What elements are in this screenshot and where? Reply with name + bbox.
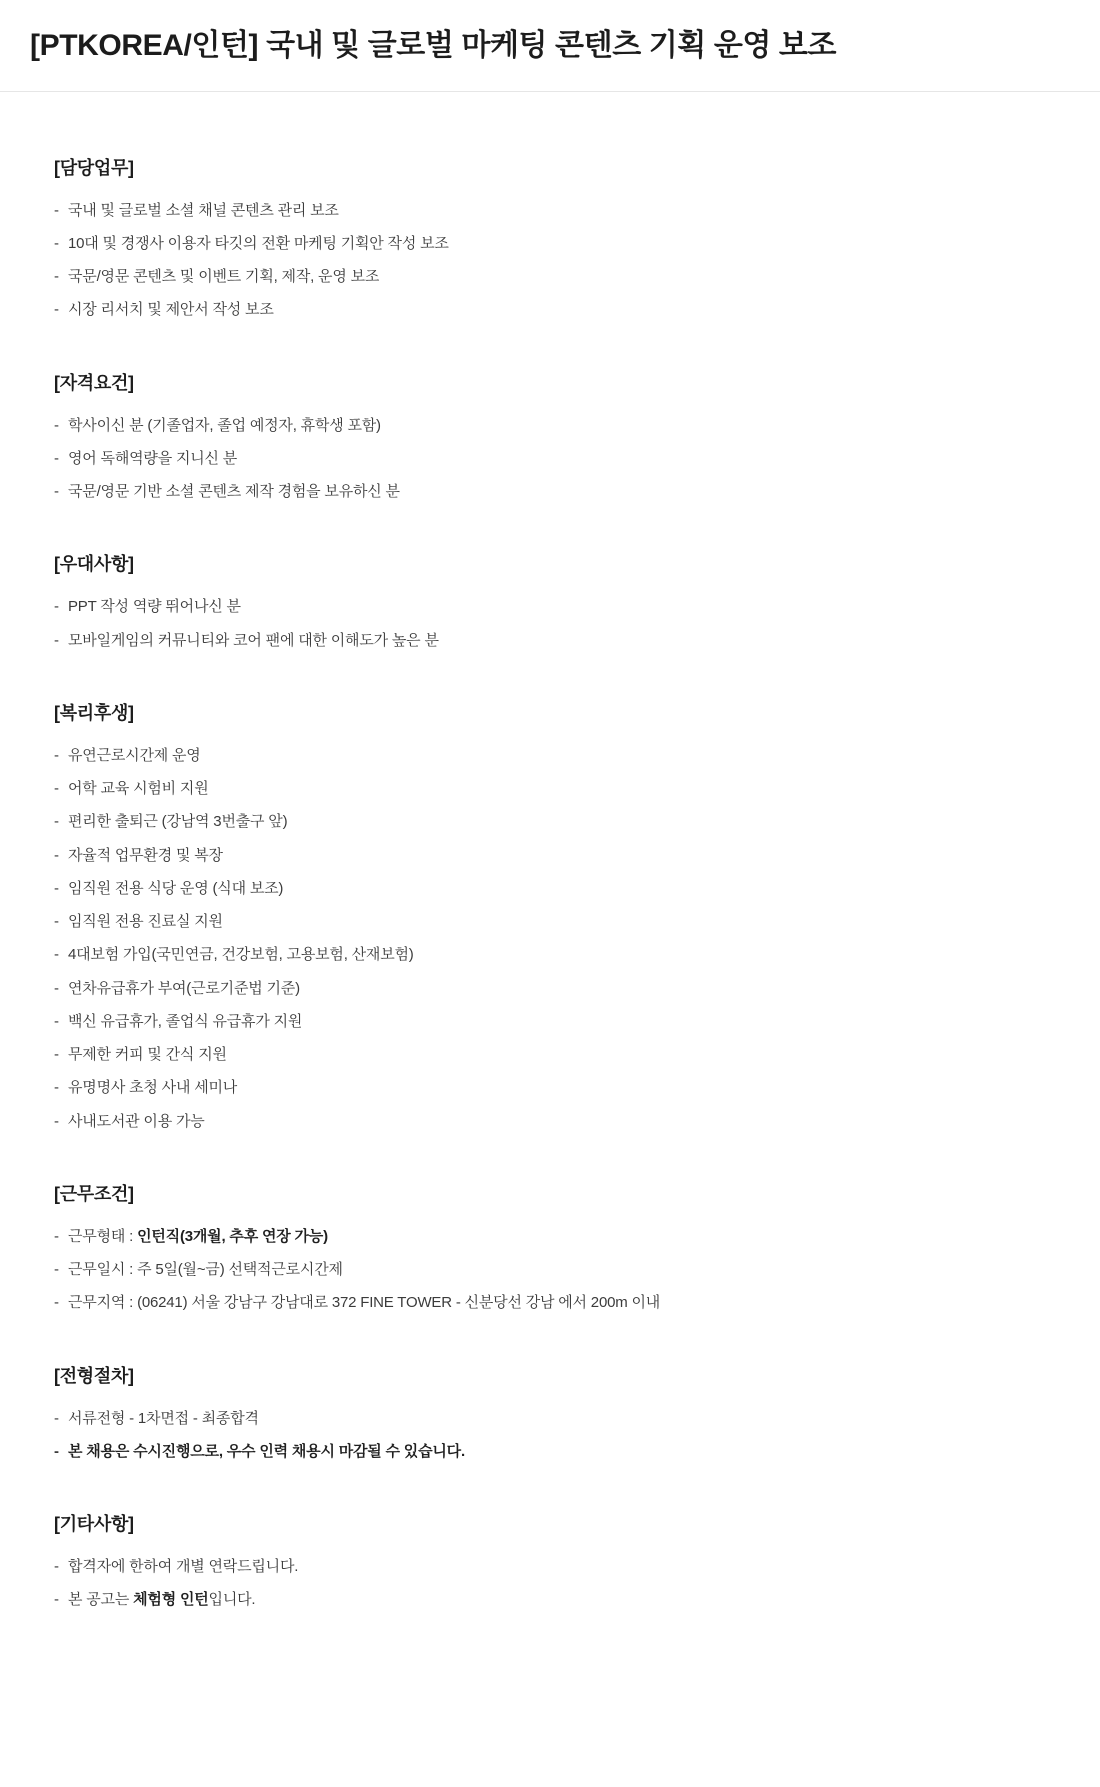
list-item xyxy=(54,475,1070,508)
list-item xyxy=(54,590,1070,623)
bullet-dash: - xyxy=(54,1261,59,1278)
list-item xyxy=(54,1220,1070,1253)
list-item xyxy=(54,972,1070,1005)
section-item-list xyxy=(54,1402,1070,1469)
list-item xyxy=(54,1435,1070,1468)
list-item-text: PPT 작성 역량 뛰어나신 분 xyxy=(68,598,241,616)
bullet-dash: - xyxy=(54,1112,59,1130)
list-item-label: 본 공고는 xyxy=(68,1591,134,1609)
section xyxy=(54,550,1070,657)
list-item-text: 편리한 출퇴근 (강남역 3번출구 앞) xyxy=(68,813,288,831)
bullet-dash: - xyxy=(54,449,59,467)
section-title: [우대사항] xyxy=(54,554,134,575)
list-item xyxy=(54,1286,1070,1319)
section xyxy=(54,699,1070,1138)
list-item-text: 임직원 전용 식당 운영 (식대 보조) xyxy=(68,879,284,897)
list-item-text: 자율적 업무환경 및 복장 xyxy=(68,846,223,864)
list-item xyxy=(54,194,1070,227)
bullet-dash: - xyxy=(54,1046,59,1063)
list-item-emphasis: 인턴직(3개월, 추후 연장 가능) xyxy=(137,1227,328,1245)
list-item-text: 국문/영문 콘텐츠 및 이벤트 기획, 제작, 운영 보조 xyxy=(68,268,380,285)
list-item xyxy=(54,227,1070,260)
list-item-text: 4대보험 가입(국민연금, 건강보험, 고용보험, 산재보험) xyxy=(68,946,414,964)
list-item-text: 유명명사 초청 사내 세미나 xyxy=(68,1079,238,1097)
bullet-dash: - xyxy=(54,913,59,930)
list-item xyxy=(54,1005,1070,1038)
section-title: [자격요건] xyxy=(54,372,134,393)
bullet-dash: - xyxy=(54,1294,59,1312)
section xyxy=(54,1510,1070,1617)
bullet-dash: - xyxy=(54,301,59,319)
list-item xyxy=(54,409,1070,442)
list-item-text: 백신 유급휴가, 졸업식 유급휴가 지원 xyxy=(68,1012,303,1030)
list-item-text: 임직원 전용 진료실 지원 xyxy=(68,913,223,930)
list-item xyxy=(54,1583,1070,1616)
list-item-text: 어학 교육 시험비 지원 xyxy=(68,780,209,797)
list-item xyxy=(54,442,1070,475)
list-item xyxy=(54,1402,1070,1435)
section-item-list xyxy=(54,739,1070,1138)
bullet-dash: - xyxy=(54,598,59,616)
list-item xyxy=(54,293,1070,326)
list-item-text: 영어 독해역량을 지니신 분 xyxy=(68,449,238,467)
list-item-text: 10대 및 경쟁사 이용자 타깃의 전환 마케팅 기획안 작성 보조 xyxy=(68,234,449,252)
bullet-dash: - xyxy=(54,746,59,764)
bullet-dash: - xyxy=(54,1227,59,1245)
section-title: [복리후생] xyxy=(54,702,134,723)
bullet-dash: - xyxy=(54,483,59,500)
list-item-text: 학사이신 분 (기졸업자, 졸업 예정자, 휴학생 포함) xyxy=(68,416,381,434)
bullet-dash: - xyxy=(54,234,59,252)
bullet-dash: - xyxy=(54,1558,59,1575)
list-item-text: 국내 및 글로벌 소셜 채널 콘텐츠 관리 보조 xyxy=(68,201,339,219)
list-item xyxy=(54,938,1070,971)
list-item-text: 시장 리서치 및 제안서 작성 보조 xyxy=(68,301,274,319)
section-item-list xyxy=(54,194,1070,327)
bullet-dash: - xyxy=(54,1442,59,1460)
bullet-dash: - xyxy=(54,879,59,897)
section-item-list xyxy=(54,1220,1070,1320)
section-item-list xyxy=(54,590,1070,657)
list-item-label: 근무형태 : xyxy=(68,1227,138,1245)
section-title: [근무조건] xyxy=(54,1183,134,1204)
page-title: [PTKOREA/인턴] 국내 및 글로벌 마케팅 콘텐츠 기획 운영 보조 xyxy=(30,29,837,62)
section-item-list xyxy=(54,409,1070,509)
bullet-dash: - xyxy=(54,1079,59,1097)
list-item xyxy=(54,1105,1070,1138)
bullet-dash: - xyxy=(54,846,59,864)
list-item-text: 근무지역 : (06241) 서울 강남구 강남대로 372 FINE TOWER - 신분당선 강남 에서 200m 이내 xyxy=(68,1294,661,1312)
list-item-text-tail: 입니다. xyxy=(208,1591,256,1609)
bullet-dash: - xyxy=(54,416,59,434)
list-item xyxy=(54,1038,1070,1071)
section-title: [기타사항] xyxy=(54,1514,134,1534)
list-item-text: 본 채용은 수시진행으로, 우수 인력 채용시 마감될 수 있습니다. xyxy=(68,1442,465,1460)
list-item xyxy=(54,1071,1070,1104)
page-header xyxy=(0,0,1100,92)
section-item-list xyxy=(54,1550,1070,1617)
list-item-text: 무제한 커피 및 간식 지원 xyxy=(68,1046,227,1063)
list-item xyxy=(54,905,1070,938)
bullet-dash: - xyxy=(54,1409,59,1427)
list-item xyxy=(54,739,1070,772)
section xyxy=(54,154,1070,327)
list-item-text: 연차유급휴가 부여(근로기준법 기준) xyxy=(68,979,300,997)
list-item xyxy=(54,260,1070,293)
bullet-dash: - xyxy=(54,1012,59,1030)
bullet-dash: - xyxy=(54,201,59,219)
list-item xyxy=(54,624,1070,657)
bullet-dash: - xyxy=(54,631,59,649)
section-title: [전형절차] xyxy=(54,1365,134,1386)
section xyxy=(54,1180,1070,1320)
list-item xyxy=(54,772,1070,805)
bullet-dash: - xyxy=(54,946,59,964)
list-item-text: 합격자에 한하여 개별 연락드립니다. xyxy=(68,1558,299,1575)
posting-body xyxy=(0,92,1100,1657)
list-item xyxy=(54,1550,1070,1583)
sections-container xyxy=(54,154,1070,1617)
bullet-dash: - xyxy=(54,979,59,997)
list-item-text: 국문/영문 기반 소셜 콘텐츠 제작 경험을 보유하신 분 xyxy=(68,483,400,500)
list-item-text: 사내도서관 이용 가능 xyxy=(68,1112,205,1130)
list-item-text: 근무일시 : 주 5일(월~금) 선택적근로시간제 xyxy=(68,1261,343,1278)
list-item-emphasis: 체험형 인턴 xyxy=(133,1591,209,1609)
bullet-dash: - xyxy=(54,268,59,285)
bullet-dash: - xyxy=(54,780,59,797)
section xyxy=(54,1362,1070,1469)
list-item-text: 유연근로시간제 운영 xyxy=(68,746,201,764)
list-item xyxy=(54,839,1070,872)
list-item xyxy=(54,805,1070,838)
bullet-dash: - xyxy=(54,813,59,831)
section xyxy=(54,369,1070,509)
list-item-text: 서류전형 - 1차면접 - 최종합격 xyxy=(68,1409,259,1427)
bullet-dash: - xyxy=(54,1591,59,1609)
list-item xyxy=(54,1253,1070,1286)
list-item-text: 모바일게임의 커뮤니티와 코어 팬에 대한 이해도가 높은 분 xyxy=(68,631,439,649)
section-title: [담당업무] xyxy=(54,157,134,178)
list-item xyxy=(54,872,1070,905)
